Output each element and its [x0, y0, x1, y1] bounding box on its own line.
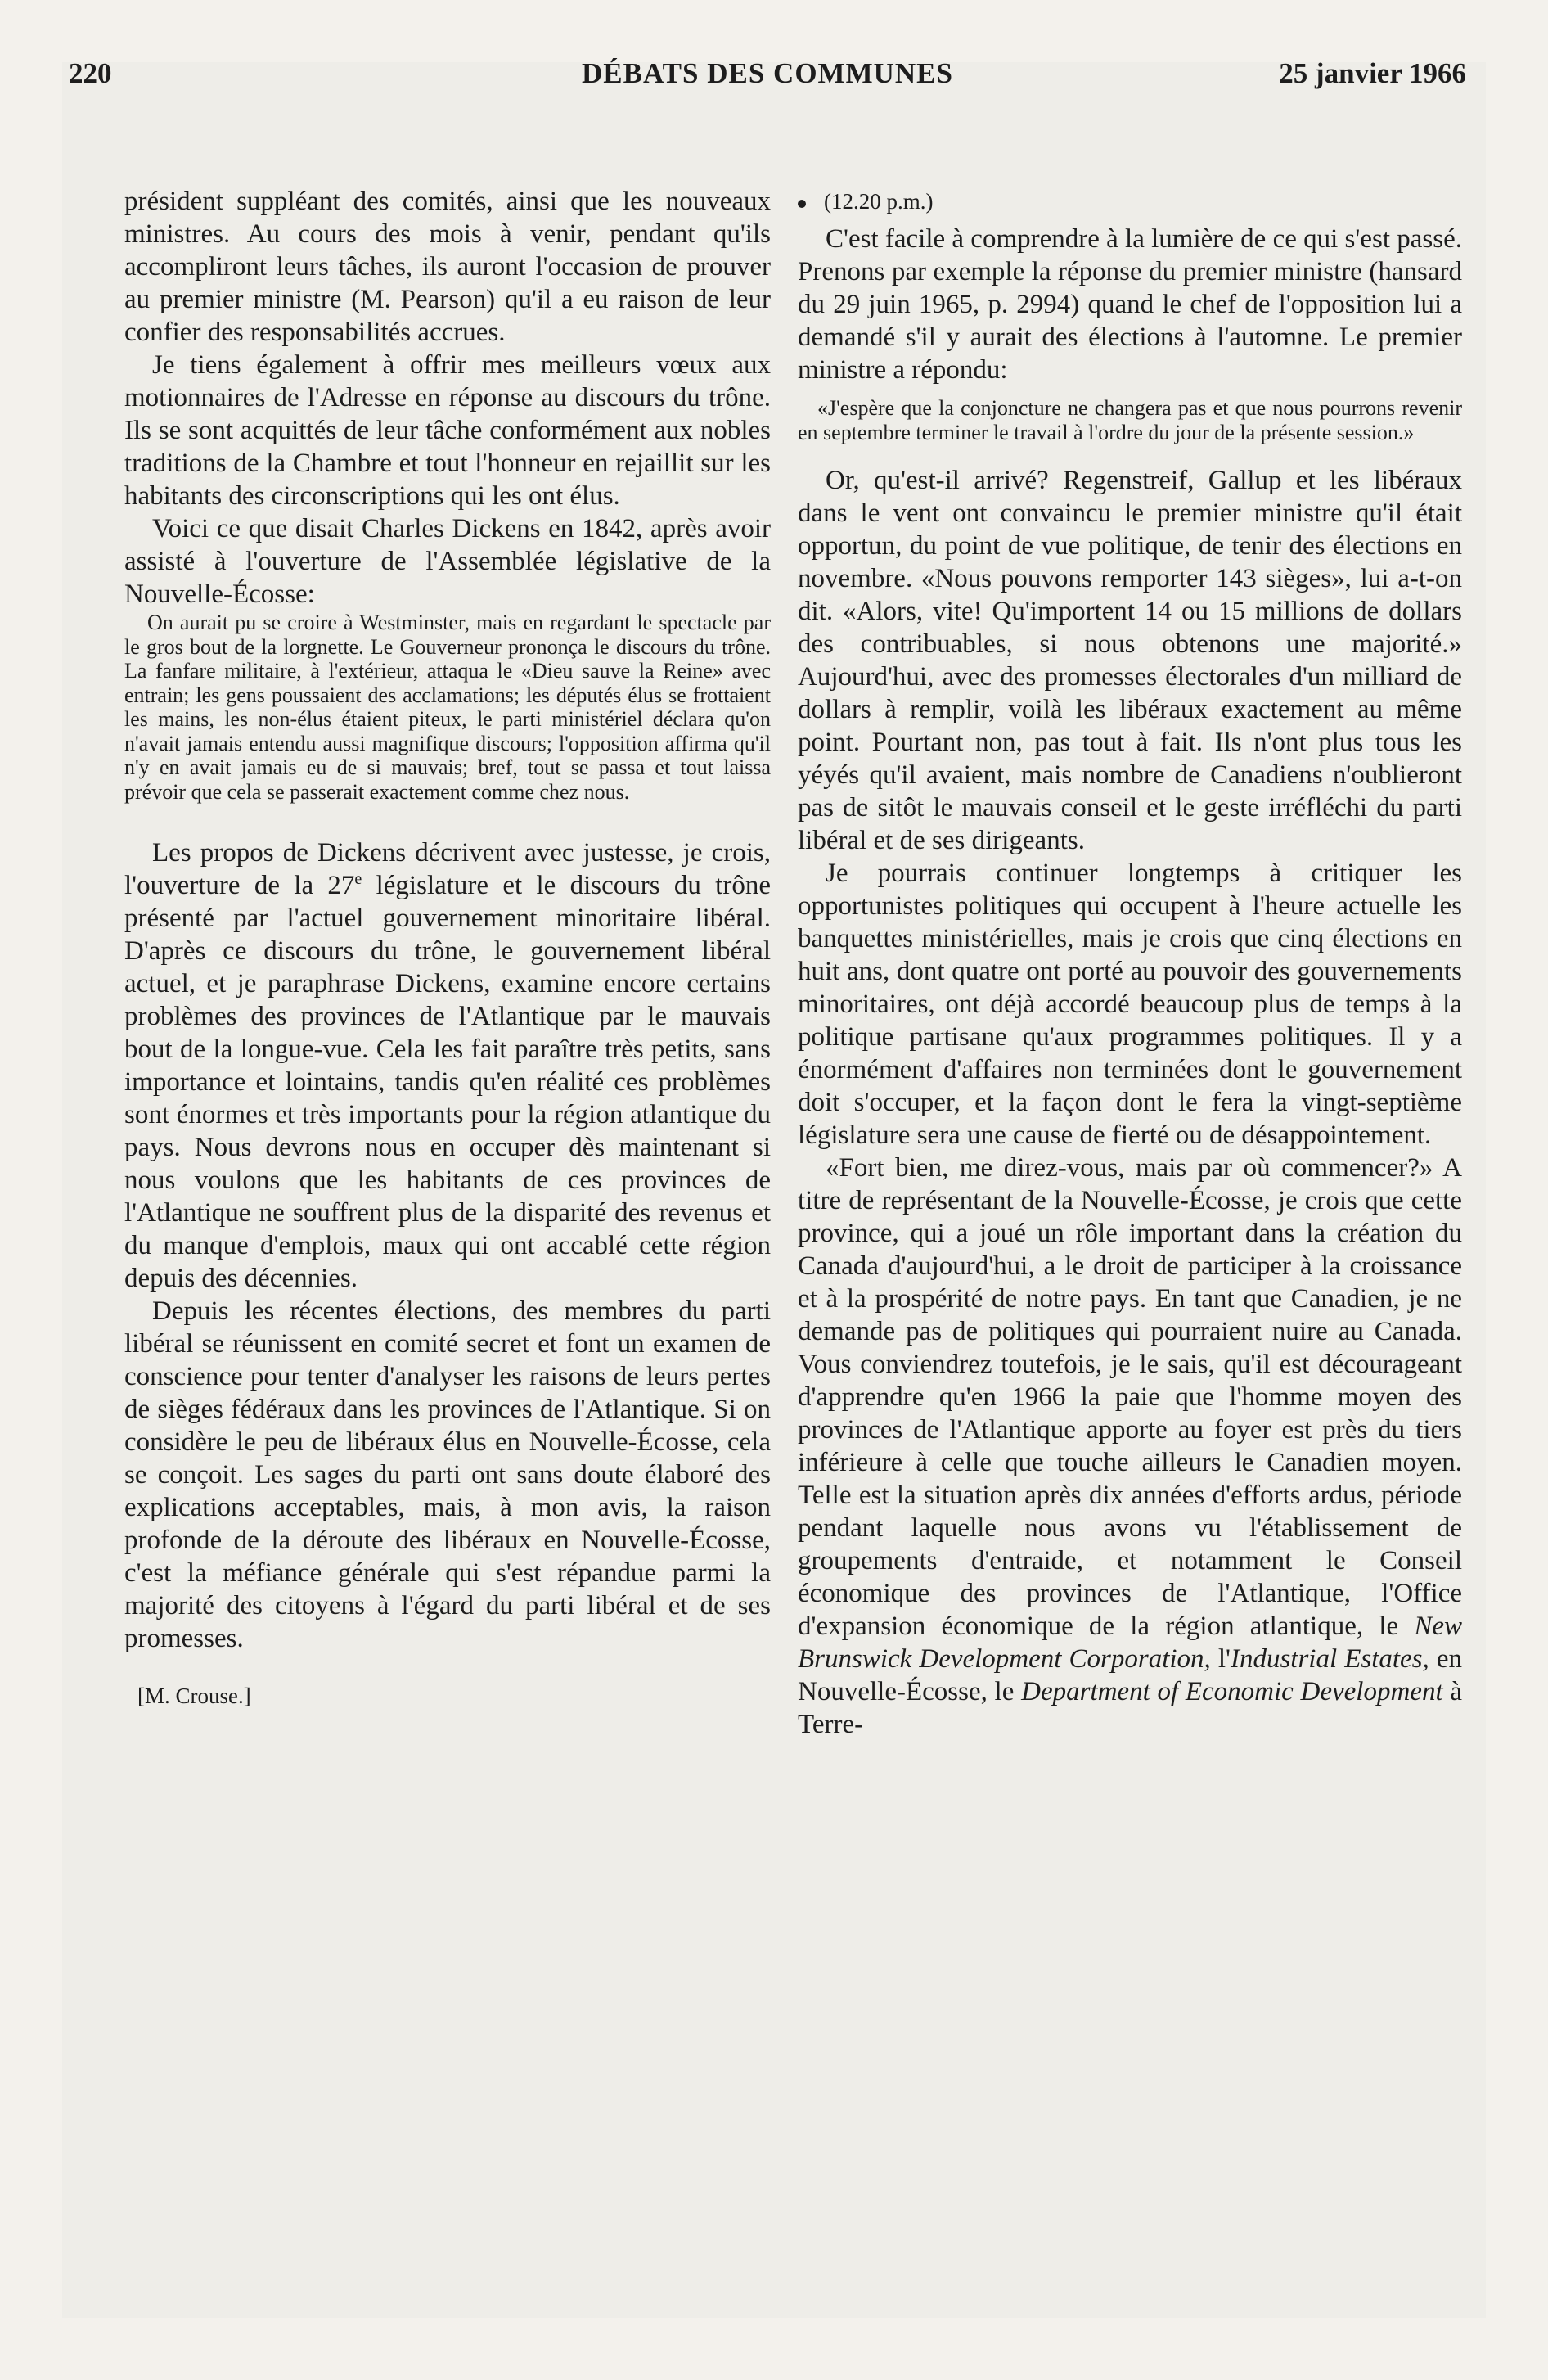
- text-run: législature et le discours du trône présenté par l'actuel gouvernement minoritaire libéral. D'après ce discours du trône, le gouvernement libéral actuel, et je paraphrase Dickens, examine encore certains problèmes des provinces de l'Atlantique par le mauvais bout de la longue-vue. Cela les fait paraître très petits, sans importance et lointains, tandis qu'en réalité ces problèmes sont énormes et très importants pour la région atlantique du pays. Nous devrons nous en occuper dès maintenant si nous voulons que les habitants de ces provinces de l'Atlantique ne souffrent plus de la disparité des revenus et du manque d'emplois, maux qui ont accablé cette région depuis des décennies.: [124, 871, 771, 1293]
- text-run: en Nouvelle-Écosse, le: [798, 1644, 1462, 1706]
- timestamp: [798, 185, 1462, 218]
- text-run: «Fort bien, me direz-vous, mais par où commencer?» A titre de représentant de la Nouvelle-Écosse, je crois que cette province, qui a joué un rôle important dans la création du Canada d'aujourd'hui, a le droit de participer à la croissance et à la prospérité de notre pays. En tant que Canadien, je ne demande pas de politiques qui pourraient nuire au Canada. Vous conviendrez toutefois, je le sais, qu'il est décourageant d'apprendre qu'en 1966 la paie que l'homme moyen des provinces de l'Atlantique apporte au foyer est près du tiers inférieure à celle que touche ailleurs le Canadien moyen. Telle est la situation après dix années d'efforts ardus, période pendant laquelle nous avons vu l'établissement de groupements d'entraide, et notamment le Conseil économique des provinces de l'Atlantique, l'Office d'expansion économique de la région atlantique, le: [798, 1153, 1462, 1641]
- right-column: [798, 185, 1462, 1741]
- superscript: e: [354, 870, 362, 888]
- italic-text: New Brunswick Development Corporation,: [798, 1611, 1462, 1674]
- paragraph: Je tiens également à offrir mes meilleurs vœux aux motionnaires de l'Adresse en réponse au discours du trône. Ils se sont acquittés de leur tâche conformément aux nobles traditions de la Chambre et tout l'honneur en rejaillit sur les habitants des circonscriptions qui les ont élus.: [124, 350, 771, 511]
- paragraph: Depuis les récentes élections, des membres du parti libéral se réunissent en comité secret et font un examen de conscience pour tenter d'analyser les raisons de leurs pertes de sièges fédéraux dans les provinces de l'Atlantique. Si on considère le peu de libéraux élus en Nouvelle-Écosse, cela se conçoit. Les sages du parti ont sans doute élaboré des explications acceptables, mais, à mon avis, la raison profonde de la déroute des libéraux en Nouvelle-Écosse, c'est la méfiance générale qui s'est répandue parmi la majorité des citoyens à l'égard du parti libéral et de ses promesses.: [124, 1296, 771, 1653]
- page-title: DÉBATS DES COMMUNES: [582, 57, 953, 89]
- bullet-icon: [798, 200, 806, 208]
- text-run: l': [1210, 1644, 1231, 1674]
- prime-minister-quote: «J'espère que la conjoncture ne changera pas et que nous pourrons revenir en septembre terminer le travail à l'ordre du jour de la présente session.»: [798, 396, 1462, 444]
- timestamp-text: (12.20 p.m.): [824, 189, 934, 214]
- page-date: 25 janvier 1966: [1279, 57, 1466, 89]
- paragraph: Voici ce que disait Charles Dickens en 1842, après avoir assisté à l'ouverture de l'Assemblée législative de la Nouvelle-Écosse:: [124, 514, 771, 609]
- left-column: [124, 185, 771, 1712]
- page-header: [69, 57, 1466, 106]
- paragraph: [124, 836, 771, 1295]
- paragraph: [798, 1152, 1462, 1741]
- paragraph: Or, qu'est-il arrivé? Regenstreif, Gallup et les libéraux dans le vent ont convaincu le premier ministre qu'il était opportun, du point de vue politique, de tenir des élections en novembre. «Nous pouvons remporter 143 sièges», lui a-t-on dit. «Alors, vite! Qu'importent 14 ou 15 millions de dollars des contribuables, si nous obtenons une majorité.» Aujourd'hui, avec des promesses électorales d'un milliard de dollars à remplir, voilà les libéraux exactement au même point. Pourtant non, pas tout à fait. Ils n'ont plus tous les yéyés qu'il avaient, mais nombre de Canadiens n'oublieront pas de sitôt le mauvais conseil et le geste irréfléchi du parti libéral et de ses dirigeants.: [798, 466, 1462, 855]
- paragraph: Je pourrais continuer longtemps à critiquer les opportunistes politiques qui occupent à l'heure actuelle les banquettes ministérielles, mais je crois que cinq élections en huit ans, dont quatre ont porté au pouvoir des gouvernements minoritaires, ont déjà accordé beaucoup plus de temps à la politique partisane qu'aux programmes politiques. Il y a énormément d'affaires non terminées dont le gouvernement doit s'occuper, et la façon dont le fera la vingt-septième législature sera une cause de fierté ou de désappointement.: [798, 859, 1462, 1150]
- dickens-quote: On aurait pu se croire à Westminster, mais en regardant le spectacle par le gros bout de la lorgnette. Le Gouverneur prononça le discours du trône. La fanfare militaire, à l'extérieur, attaqua le «Dieu sauve la Reine» avec entrain; les gens poussaient des acclamations; les députés élus se frottaient les mains, les non-élus étaient piteux, le parti ministériel déclara qu'on n'avait jamais entendu aussi magnifique discours; l'opposition affirma qu'il n'y en avait jamais eu de si mauvais; bref, tout se passa et tout laissa prévoir que cela se passerait exactement comme chez nous.: [124, 611, 771, 804]
- text-run: Les propos de Dickens décrivent avec justesse, je crois, l'ouverture de la 27: [124, 838, 771, 900]
- italic-text: Industrial Estates,: [1230, 1644, 1429, 1674]
- italic-text: Department of Economic Development: [1021, 1677, 1443, 1706]
- page-number: 220: [69, 57, 112, 89]
- text-run: à Terre-: [798, 1677, 1462, 1739]
- speaker-signature: [M. Crouse.]: [137, 1684, 251, 1708]
- paragraph: C'est facile à comprendre à la lumière de ce qui s'est passé. Prenons par exemple la réponse du premier ministre (hansard du 29 juin 1965, p. 2994) quand le chef de l'opposition lui a demandé s'il y aurait des élections à l'automne. Le premier ministre a répondu:: [798, 224, 1462, 385]
- paragraph: président suppléant des comités, ainsi que les nouveaux ministres. Au cours des mois à venir, pendant qu'ils accompliront leurs tâches, ils auront l'occasion de prouver au premier ministre (M. Pearson) qu'il a eu raison de leur confier des responsabilités accrues.: [124, 187, 771, 347]
